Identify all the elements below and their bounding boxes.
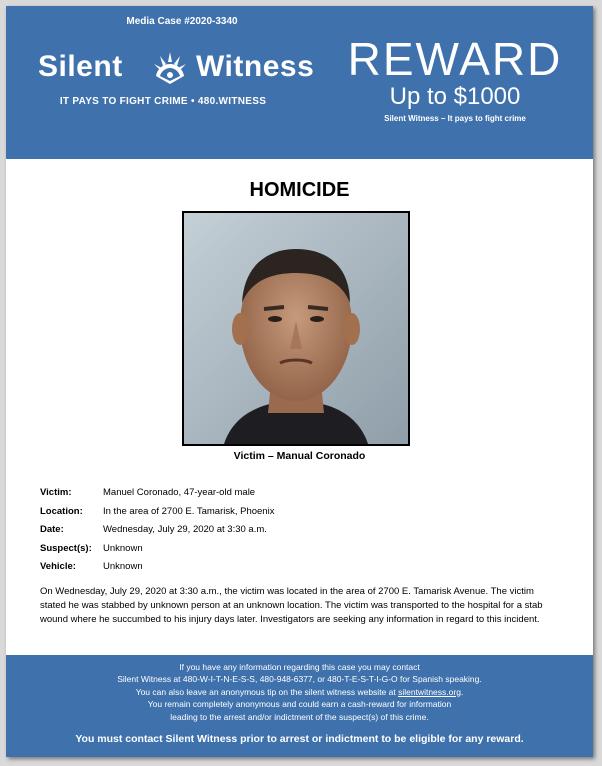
contact-info <box>6 661 593 723</box>
footer-banner <box>6 655 593 757</box>
detail-value: Unknown <box>103 542 143 554</box>
detail-value: Wednesday, July 29, 2020 at 3:30 a.m. <box>103 524 267 536</box>
detail-label: Date: <box>40 524 64 536</box>
contact-line: If you have any information regarding this case you may contact <box>179 662 420 672</box>
case-details <box>40 487 560 580</box>
detail-row-date <box>40 524 560 543</box>
website-line-prefix: You can also leave an anonymous tip on the silent witness website at <box>135 686 399 697</box>
contact-line: You remain completely anonymous and could earn a cash-reward for information <box>147 699 452 710</box>
flyer-page <box>6 6 593 757</box>
website-link[interactable]: silentwitness.org <box>398 686 461 697</box>
detail-label: Location: <box>40 505 83 517</box>
detail-label: Vehicle: <box>40 561 76 573</box>
header-banner <box>6 6 593 159</box>
silent-witness-logo <box>38 50 318 90</box>
case-narrative: On Wednesday, July 29, 2020 at 3:30 a.m., the victim was located in the area of 2700 E. Tamarisk Avenue. The victim stated he was stabbed by unknown person at an unknown location. The victim was transported to the hospital for a stab wound where he succumbed to his injury days later. Investigators are seeking any information in regard to this incident. <box>40 586 543 625</box>
tagline: IT PAYS TO FIGHT CRIME • 480.WITNESS <box>59 96 267 107</box>
crime-title: HOMICIDE <box>249 179 350 201</box>
detail-value: Manuel Coronado, 47-year-old male <box>103 487 256 498</box>
detail-label: Suspect(s): <box>40 542 92 554</box>
media-case-label: Media Case #2020-3340 <box>126 16 238 27</box>
reward-eligibility-warning: You must contact Silent Witness prior to arrest or indictment to be eligible for any reward. <box>75 733 524 745</box>
website-line <box>6 686 593 698</box>
detail-row-suspects <box>40 543 560 562</box>
detail-value: In the area of 2700 E. Tamarisk, Phoenix <box>103 505 275 517</box>
logo-word-silent: Silent <box>38 50 123 83</box>
reward-amount: Up to $1000 <box>389 83 521 110</box>
contact-line: Silent Witness at 480-W-I-T-N-E-S-S, 480-948-6377, or 480-T-E-S-T-I-G-O for Spanish speaking. <box>117 674 482 685</box>
sunburst-eye-icon <box>150 48 190 86</box>
photo-caption: Victim – Manual Coronado <box>233 450 366 462</box>
reward-subtitle: Silent Witness – It pays to fight crime <box>384 114 526 123</box>
detail-row-victim <box>40 487 560 506</box>
logo-word-witness: Witness <box>196 50 315 83</box>
detail-row-vehicle <box>40 561 560 580</box>
contact-line: leading to the arrest and/or indictment of the suspect(s) of this crime. <box>170 711 429 722</box>
reward-title: REWARD <box>347 33 563 85</box>
detail-row-location <box>40 506 560 525</box>
website-line-suffix: . <box>460 686 464 697</box>
detail-value: Unknown <box>103 561 143 573</box>
detail-label: Victim: <box>40 487 72 498</box>
victim-photo <box>182 211 410 446</box>
